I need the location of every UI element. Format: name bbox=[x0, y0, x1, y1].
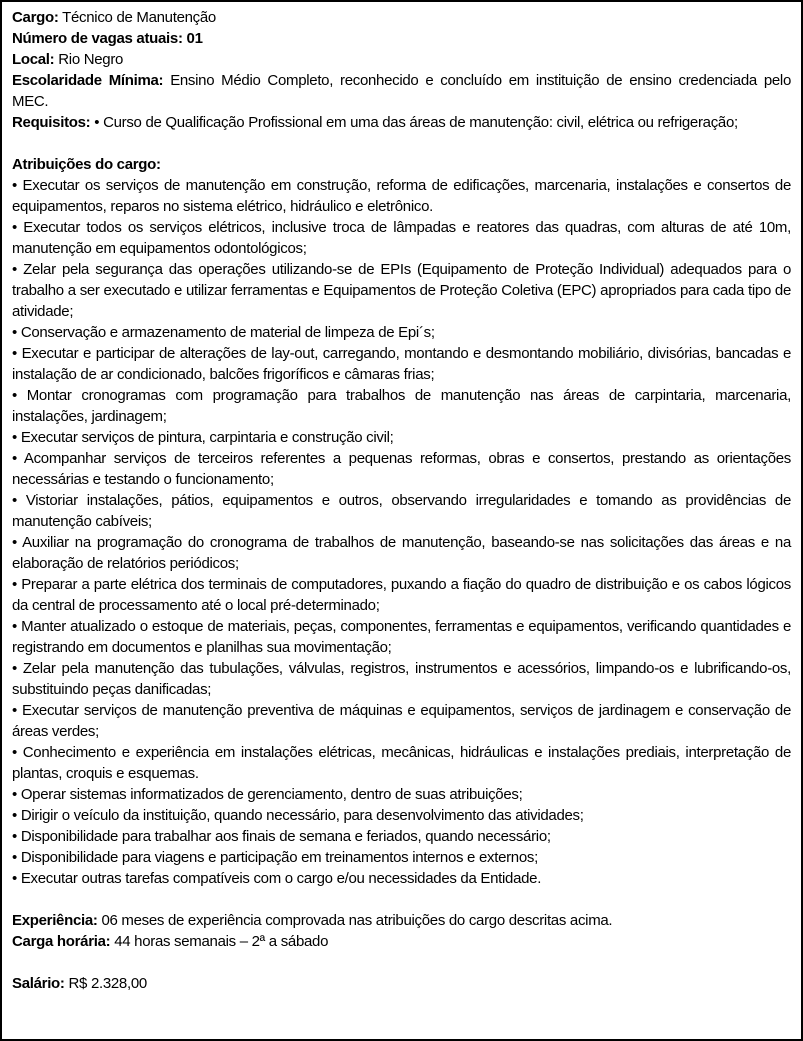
attribution-item bbox=[12, 868, 791, 889]
attribution-item bbox=[12, 616, 791, 658]
cargo-field-value: Técnico de Manutenção bbox=[62, 9, 216, 26]
attribution-item bbox=[12, 385, 791, 427]
salary-field-value: R$ 2.328,00 bbox=[68, 975, 147, 992]
attribution-item bbox=[12, 343, 791, 385]
attribution-item-text: • Vistoriar instalações, pátios, equipamentos e outros, observando irregularidades e tomando as providências de manutenção cabíveis; bbox=[12, 492, 791, 530]
cargo-field bbox=[12, 7, 791, 28]
spacer bbox=[12, 889, 791, 910]
attribution-item-text: • Montar cronogramas com programação para trabalhos de manutenção nas áreas de carpintaria, marcenaria, instalações, jardinagem; bbox=[12, 387, 791, 425]
education-field bbox=[12, 70, 791, 112]
document-body bbox=[12, 7, 791, 994]
attribution-item bbox=[12, 427, 791, 448]
requirements-field bbox=[12, 112, 791, 133]
attribution-item-text: • Executar serviços de pintura, carpintaria e construção civil; bbox=[12, 429, 394, 446]
salary-field-label: Salário: bbox=[12, 975, 65, 992]
attribution-item-text: • Executar serviços de manutenção preventiva de máquinas e equipamentos, serviços de jardinagem e conservação de áreas verdes; bbox=[12, 702, 791, 740]
attribution-item bbox=[12, 847, 791, 868]
attribution-item-text: • Disponibilidade para trabalhar aos finais de semana e feriados, quando necessário; bbox=[12, 828, 551, 845]
workload-field-value: 44 horas semanais – 2ª a sábado bbox=[114, 933, 329, 950]
spacer bbox=[12, 133, 791, 154]
attribution-item bbox=[12, 574, 791, 616]
cargo-field-label: Cargo: bbox=[12, 9, 59, 26]
attribution-item-text: • Preparar a parte elétrica dos terminais de computadores, puxando a fiação do quadro de distribuição e os cabos lógicos da central de processamento até o local pré-determinado; bbox=[12, 576, 791, 614]
attribution-item bbox=[12, 784, 791, 805]
attribution-item-text: • Conservação e armazenamento de material de limpeza de Epi´s; bbox=[12, 324, 435, 341]
attribution-item bbox=[12, 805, 791, 826]
attribution-item-text: • Acompanhar serviços de terceiros referentes a pequenas reformas, obras e consertos, prestando as orientações necessárias e testando o funcionamento; bbox=[12, 450, 791, 488]
attribution-item-text: • Manter atualizado o estoque de materiais, peças, componentes, ferramentas e equipamentos, verificando quantidades e registrando em documentos e planilhas sua movimentação; bbox=[12, 618, 791, 656]
attribution-item bbox=[12, 175, 791, 217]
requirements-field-value: • Curso de Qualificação Profissional em uma das áreas de manutenção: civil, elétrica ou refrigeração; bbox=[94, 114, 738, 131]
vacancies-field-label: Número de vagas atuais: 01 bbox=[12, 30, 203, 47]
attribution-item bbox=[12, 448, 791, 490]
attribution-item bbox=[12, 490, 791, 532]
attribution-item bbox=[12, 532, 791, 574]
location-field-value: Rio Negro bbox=[58, 51, 124, 68]
attribution-item-text: • Disponibilidade para viagens e participação em treinamentos internos e externos; bbox=[12, 849, 538, 866]
attribution-item bbox=[12, 826, 791, 847]
salary-field bbox=[12, 973, 791, 994]
workload-field-label: Carga horária: bbox=[12, 933, 111, 950]
attribution-item-text: • Conhecimento e experiência em instalações elétricas, mecânicas, hidráulicas e instalações prediais, interpretação de plantas, croquis e esquemas. bbox=[12, 744, 791, 782]
experience-field bbox=[12, 910, 791, 931]
requirements-field-label: Requisitos: bbox=[12, 114, 91, 131]
workload-field bbox=[12, 931, 791, 952]
attribution-item-text: • Executar e participar de alterações de lay-out, carregando, montando e desmontando mobiliário, divisórias, bancadas e instalação de ar condicionado, balcões frigoríficos e câmaras frias; bbox=[12, 345, 791, 383]
attribution-item-text: • Zelar pela segurança das operações utilizando-se de EPIs (Equipamento de Proteção Individual) adequados para o trabalho a ser executado e utilizar ferramentas e Equipamentos de Proteção Coletiva (EPC) apropriados para cada tipo de atividade; bbox=[12, 261, 791, 320]
location-field-label: Local: bbox=[12, 51, 55, 68]
attribution-item-text: • Executar os serviços de manutenção em construção, reforma de edificações, marcenaria, instalações e consertos de equipamentos, reparos no sistema elétrico, hidráulico e eletrônico. bbox=[12, 177, 791, 215]
attribution-item bbox=[12, 259, 791, 322]
attribution-item bbox=[12, 658, 791, 700]
location-field bbox=[12, 49, 791, 70]
attribution-item-text: • Zelar pela manutenção das tubulações, válvulas, registros, instrumentos e acessórios, limpando-os e lubrificando-os, substituindo peças danificadas; bbox=[12, 660, 791, 698]
attribution-item-text: • Executar todos os serviços elétricos, inclusive troca de lâmpadas e reatores das quadras, com alturas de até 10m, manutenção em equipamentos odontológicos; bbox=[12, 219, 791, 257]
attribution-item bbox=[12, 217, 791, 259]
vacancies-field bbox=[12, 28, 791, 49]
spacer bbox=[12, 952, 791, 973]
attributions-heading bbox=[12, 154, 791, 175]
attribution-item bbox=[12, 700, 791, 742]
experience-field-value: 06 meses de experiência comprovada nas atribuições do cargo descritas acima. bbox=[101, 912, 613, 929]
attribution-item bbox=[12, 322, 791, 343]
attribution-item-text: • Auxiliar na programação do cronograma de trabalhos de manutenção, baseando-se nas solicitações das áreas e na elaboração de relatórios periódicos; bbox=[12, 534, 791, 572]
attribution-item bbox=[12, 742, 791, 784]
experience-field-label: Experiência: bbox=[12, 912, 98, 929]
attributions-heading-label: Atribuições do cargo: bbox=[12, 156, 161, 173]
education-field-label: Escolaridade Mínima: bbox=[12, 72, 164, 89]
attribution-item-text: • Executar outras tarefas compatíveis com o cargo e/ou necessidades da Entidade. bbox=[12, 870, 542, 887]
attribution-item-text: • Operar sistemas informatizados de gerenciamento, dentro de suas atribuições; bbox=[12, 786, 523, 803]
attribution-item-text: • Dirigir o veículo da instituição, quando necessário, para desenvolvimento das atividades; bbox=[12, 807, 584, 824]
education-field-value: Ensino Médio Completo, reconhecido e concluído em instituição de ensino credenciada pelo MEC. bbox=[12, 72, 792, 110]
